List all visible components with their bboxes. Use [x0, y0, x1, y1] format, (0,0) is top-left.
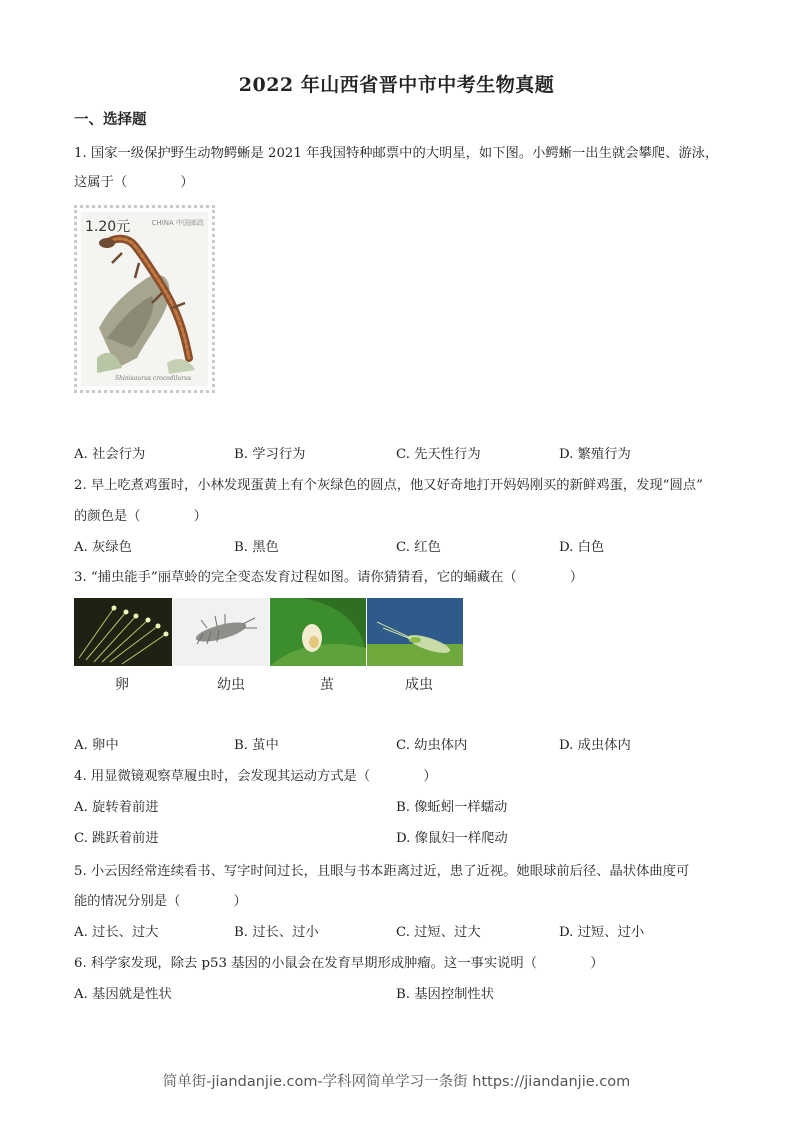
q2-stem-line2: 的颜色是（ ） — [74, 509, 207, 524]
q3-option-b[interactable]: B. 茧中 — [234, 738, 279, 753]
q2-option-a[interactable]: A. 灰绿色 — [74, 540, 132, 555]
page-footer: 简单街-jiandanjie.com-学科网简单学习一条街 https://jiandanjie.com — [162, 1074, 631, 1090]
q5-stem-line1: 5. 小云因经常连续看书、写字时间过长，且眼与书本距离过近，患了近视。她眼球前后径、晶状体曲度可 — [74, 864, 690, 879]
q5-option-c[interactable]: C. 过短、过大 — [396, 925, 481, 940]
q6-option-b[interactable]: B. 基因控制性状 — [396, 987, 495, 1002]
stamp-postal-mark: CHINA 中国邮政 — [151, 219, 204, 227]
q2-option-c[interactable]: C. 红色 — [396, 540, 441, 555]
larva-photo — [173, 598, 269, 666]
q1-option-b[interactable]: B. 学习行为 — [234, 447, 306, 462]
q3-option-c[interactable]: C. 幼虫体内 — [396, 738, 468, 753]
q5-option-a[interactable]: A. 过长、过大 — [74, 925, 159, 940]
q1-option-c[interactable]: C. 先天性行为 — [396, 447, 481, 462]
q4-option-c[interactable]: C. 跳跃着前进 — [74, 831, 159, 846]
q1-stem-line2: 这属于（ ） — [74, 175, 194, 190]
q2-option-b[interactable]: B. 黑色 — [234, 540, 279, 555]
stamp-latin-name: Shinisaurus crocodilurus — [115, 375, 192, 382]
caption-cocoon: 茧 — [320, 677, 334, 693]
adult-photo — [367, 598, 463, 666]
egg-photo — [74, 598, 172, 666]
q2-option-d[interactable]: D. 白色 — [559, 540, 605, 555]
q1-option-a[interactable]: A. 社会行为 — [74, 447, 146, 462]
stamp-price: 1.20元 — [85, 219, 131, 235]
q5-stem-line2: 能的情况分别是（ ） — [74, 894, 247, 909]
crocodile-lizard-stamp-image — [74, 205, 215, 393]
q4-option-b[interactable]: B. 像蚯蚓一样蠕动 — [396, 800, 508, 815]
q1-stem-line1: 1. 国家一级保护野生动物鳄蜥是 2021 年我国特种邮票中的大明星，如下图。小鳄蜥一出生就会攀爬、游泳， — [74, 146, 719, 161]
q1-option-d[interactable]: D. 繁殖行为 — [559, 447, 631, 462]
q2-stem-line1: 2. 早上吃煮鸡蛋时，小林发现蛋黄上有个灰绿色的圆点，他又好奇地打开妈妈刚买的新鲜鸡蛋，发现“圆点” — [74, 478, 703, 493]
q4-stem-line1: 4. 用显微镜观察草履虫时，会发现其运动方式是（ ） — [74, 769, 437, 784]
q6-option-a[interactable]: A. 基因就是性状 — [74, 987, 172, 1002]
caption-larva: 幼虫 — [217, 677, 245, 693]
q3-option-d[interactable]: D. 成虫体内 — [559, 738, 631, 753]
caption-egg: 卵 — [115, 677, 129, 693]
q3-stem-line1: 3. “捕虫能手”丽草蛉的完全变态发育过程如图。请你猜猜看，它的蛹藏在（ ） — [74, 570, 584, 585]
cocoon-photo — [270, 598, 366, 666]
section-heading: 一、选择题 — [74, 111, 147, 128]
q6-stem-line1: 6. 科学家发现，除去 p53 基因的小鼠会在发育早期形成肿瘤。这一事实说明（ ） — [74, 956, 604, 971]
caption-adult: 成虫 — [405, 677, 433, 693]
q3-option-a[interactable]: A. 卵中 — [74, 738, 119, 753]
q5-option-b[interactable]: B. 过长、过小 — [234, 925, 319, 940]
q4-option-d[interactable]: D. 像鼠妇一样爬动 — [396, 831, 508, 846]
page-title: 2022 年山西省晋中市中考生物真题 — [238, 74, 555, 96]
q4-option-a[interactable]: A. 旋转着前进 — [74, 800, 159, 815]
q5-option-d[interactable]: D. 过短、过小 — [559, 925, 645, 940]
